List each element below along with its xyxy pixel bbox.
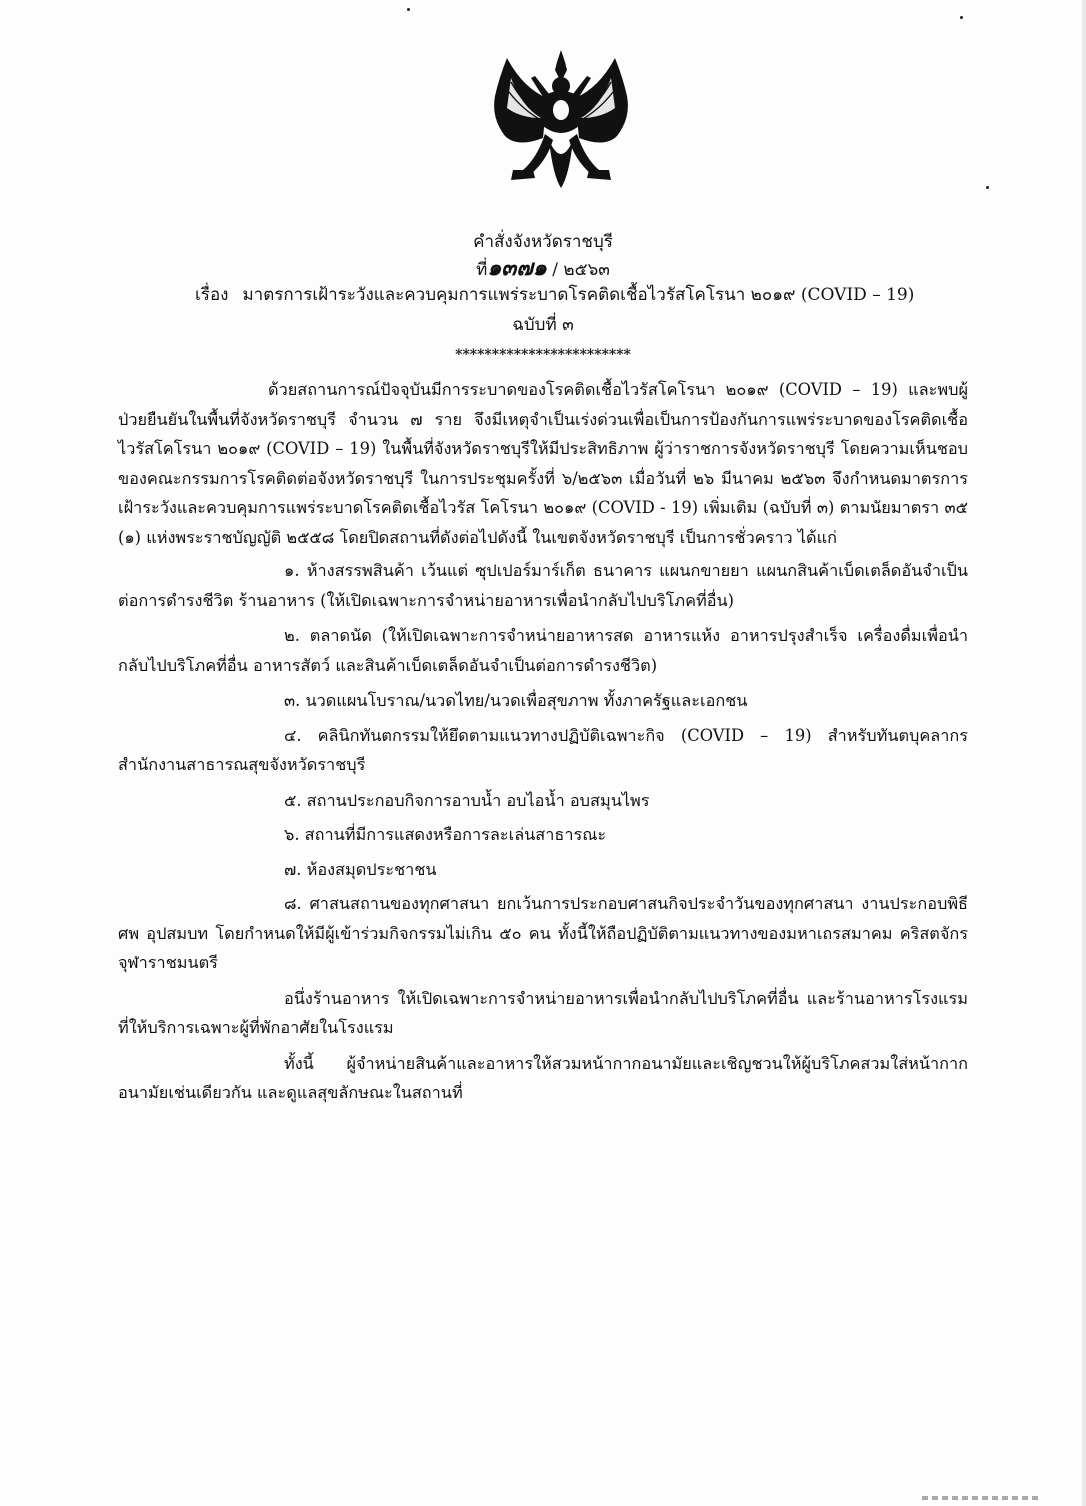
list-item: ๖. สถานที่มีการแสดงหรือการละเล่นสาธารณะ bbox=[284, 825, 607, 844]
order-year: / ๒๕๖๓ bbox=[552, 260, 610, 280]
list-item: ๘. ศาสนสถานของทุกศาสนา ยกเว้นการประกอบศาสนกิจประจำวันของทุกศาสนา งานประกอบพิธีศพ อุปสมบท โดยกำหนดให้มีผู้เข้าร่วมกิจกรรมไม่เกิน ๕๐ คน ทั้งนี้ให้ถือปฏิบัติตามแนวทางของมหาเถรสมาคม คริสตจักร จุฬาราชมนตรี bbox=[118, 894, 968, 972]
list-item: ๕. สถานประกอบกิจการอาบน้ำ อบไอน้ำ อบสมุนไพร bbox=[284, 790, 650, 810]
note-paragraph: อนึ่งร้านอาหาร ให้เปิดเฉพาะการจำหน่ายอาหารเพื่อนำกลับไปบริโภคที่อื่น และร้านอาหารโรงแรมที่ให้บริการเฉพาะผู้ที่พักอาศัยในโรงแรม bbox=[118, 988, 968, 1037]
list-item: ๑. ห้างสรรพสินค้า เว้นแต่ ซุปเปอร์มาร์เก็ต ธนาคาร แผนกขายยา แผนกสินค้าเบ็ดเตล็ดอันจำเป็นต่อการดำรงชีวิต ร้านอาหาร (ให้เปิดเฉพาะการจำหน่ายอาหารเพื่อนำกลับไปบริโภคที่อื่น) bbox=[118, 561, 968, 610]
list-item: ๓. นวดแผนโบราณ/นวดไทย/นวดเพื่อสุขภาพ ทั้งภาครัฐและเอกชน bbox=[284, 691, 748, 710]
order-body bbox=[118, 375, 968, 1114]
list-item: ๗. ห้องสมุดประชาชน bbox=[284, 859, 437, 879]
order-prefix: ที่ bbox=[476, 260, 488, 280]
order-number: ๑๓๗๑ bbox=[487, 255, 547, 281]
order-subject bbox=[195, 284, 914, 306]
order-issuer-title: คำสั่งจังหวัดราชบุรี bbox=[473, 232, 613, 252]
list-item: ๒. ตลาดนัด (ให้เปิดเฉพาะการจำหน่ายอาหารสด อาหารแห้ง อาหารปรุงสำเร็จ เครื่องดื่มเพื่อนำกลับไปบริโภคที่อื่น อาหารสัตว์ และสินค้าเบ็ดเตล็ดอันจำเป็นต่อการดำรงชีวิต) bbox=[118, 626, 968, 675]
note-paragraph: ทั้งนี้ ผู้จำหน่ายสินค้าและอาหารให้สวมหน้ากากอนามัยและเชิญชวนให้ผู้บริโภคสวมใส่หน้ากากอนามัยเช่นเดียวกัน และดูแลสุขลักษณะในสถานที่ bbox=[118, 1053, 968, 1102]
scan-speck bbox=[407, 8, 410, 11]
intro-paragraph: ด้วยสถานการณ์ปัจจุบันมีการระบาดของโรคติดเชื้อไวรัสโคโรนา ๒๐๑๙ (COVID – 19) และพบผู้ป่วยยืนยันในพื้นที่จังหวัดราชบุรี จำนวน ๗ ราย จึงมีเหตุจำเป็นเร่งด่วนเพื่อเป็นการป้องกันการแพร่ระบาดของโรคติดเชื้อไวรัสโคโรนา ๒๐๑๙ (COVID – 19) ในพื้นที่จังหวัดราชบุรีให้มีประสิทธิภาพ ผู้ว่าราชการจังหวัดราชบุรี โดยความเห็นชอบของคณะกรรมการโรคติดต่อจังหวัดราชบุรี ในการประชุมครั้งที่ ๖/๒๕๖๓ เมื่อวันที่ ๒๖ มีนาคม ๒๕๖๓ จึงกำหนดมาตรการเฝ้าระวังและควบคุมการแพร่ระบาดโรคติดเชื้อไวรัส โคโรนา ๒๐๑๙ (COVID - 19) เพิ่มเติม (ฉบับที่ ๓) ตามนัยมาตรา ๓๕ (๑) แห่งพระราชบัญญัติ ๒๕๕๘ โดยปิดสถานที่ดังต่อไปดังนี้ ในเขตจังหวัดราชบุรี เป็นการชั่วคราว ได้แก่ bbox=[118, 380, 968, 547]
subject-label: เรื่อง bbox=[195, 285, 229, 305]
list-item: ๔. คลินิกทันตกรรมให้ยึดตามแนวทางปฏิบัติเฉพาะกิจ (COVID – 19) สำหรับทันตบุคลากร สำนักงานสาธารณสุขจังหวัดราชบุรี bbox=[118, 725, 968, 774]
garuda-emblem-icon bbox=[487, 48, 635, 198]
separator-line: ************************ bbox=[455, 347, 631, 363]
scan-edge-mark bbox=[922, 1496, 1042, 1500]
order-number-line bbox=[0, 257, 1086, 281]
scan-speck bbox=[960, 16, 963, 19]
subject-text: มาตรการเฝ้าระวังและควบคุมการแพร่ระบาดโรคติดเชื้อไวรัสโคโรนา ๒๐๑๙ (COVID – 19) bbox=[242, 285, 915, 305]
scan-speck bbox=[986, 186, 989, 189]
order-edition: ฉบับที่ ๓ bbox=[512, 315, 574, 335]
